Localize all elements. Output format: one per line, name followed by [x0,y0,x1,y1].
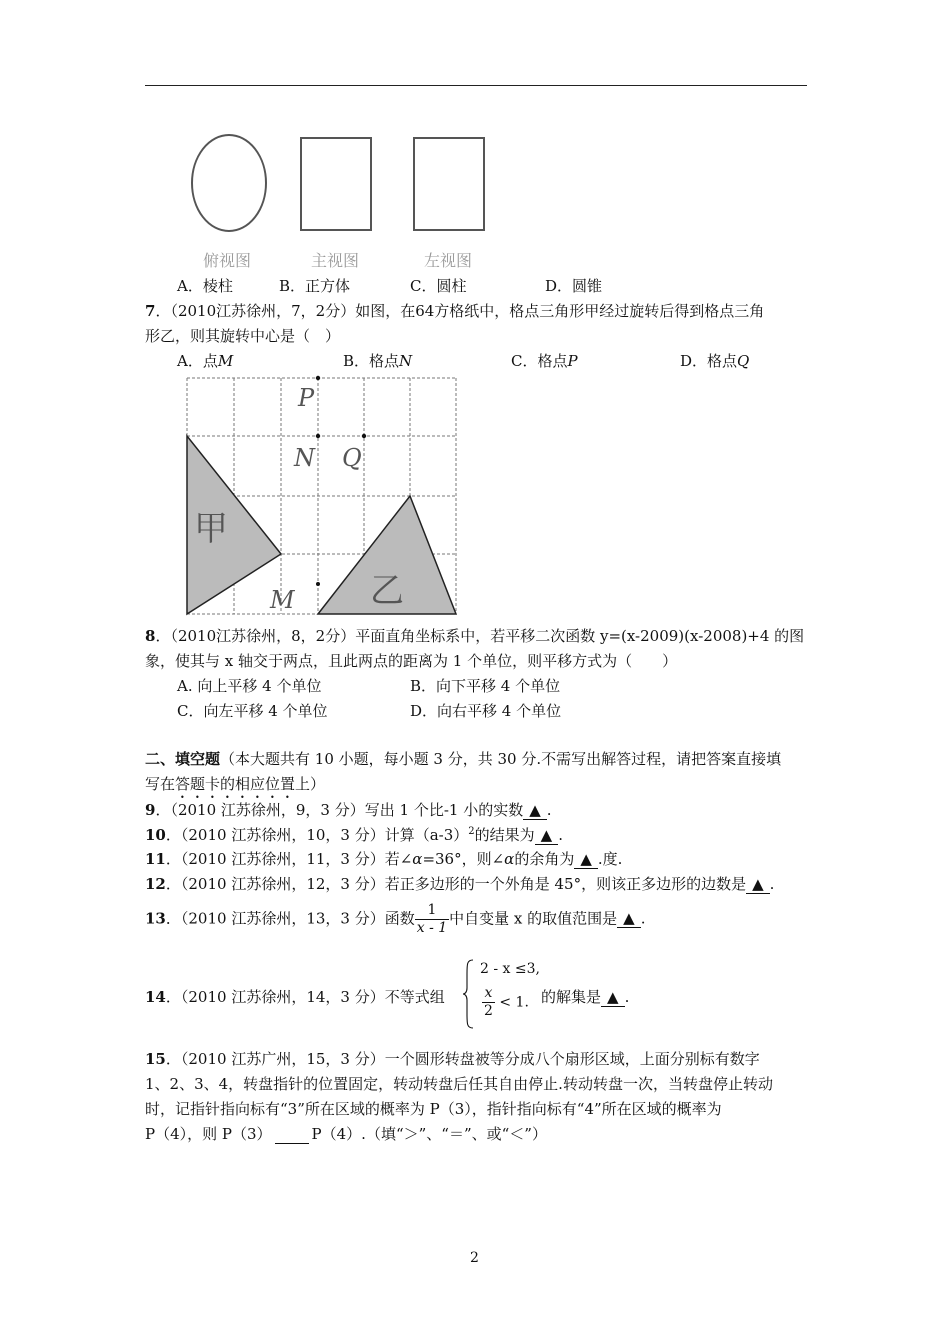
q14-answer-blank: ▲ [601,990,625,1007]
q10-answer-blank: ▲ [535,828,559,845]
q14-inequality-2: $\frac{x}{2}$ < 1. [484,985,529,1019]
q7-line1: 7．（2010江苏徐州，7，2分）如图，在64方格纸中，格点三角形甲经过旋转后得到格点三角 [145,302,765,320]
q14-inequality-1: 2 - x ≤3, [480,961,540,977]
q12-answer-blank: ▲ [746,877,770,894]
q6-option-a: A．棱柱 [177,277,233,295]
point-q-dot [362,434,366,438]
label-p: P [298,384,315,412]
label-m: M [270,586,295,614]
label-q: Q [342,444,362,472]
q7-option-c: C．格点P [511,352,578,370]
q8-option-b: B．向下平移 4 个单位 [410,677,561,695]
front-view-rect [301,138,371,230]
q15-line2: 1、2、3、4，转盘指针的位置固定，转动转盘后任其自由停止.转动转盘一次，当转盘停止转动 [145,1075,773,1093]
top-view-circle [192,135,266,231]
q15-line3: 时，记指针指向标有“3”所在区域的概率为 P（3），指针指向标有“4”所在区域的概率为 [145,1100,722,1118]
q11-line: 11．（2010 江苏徐州，11，3 分）若∠α=36°，则∠α的余角为 ▲ .度. [145,850,623,868]
point-n-dot [316,434,320,438]
label-side-view: 左视图 [424,251,473,270]
q14-line: 14．（2010 江苏徐州，14，3 分）不等式组 [145,988,445,1006]
q8-line2: 象，使其与 x 轴交于两点，且此两点的距离为 1 个单位，则平移方式为（ ） [145,652,678,670]
section2-line2: 写在答题卡的相应位置上） [145,775,326,793]
q6-option-d: D．圆锥 [545,277,603,295]
q6-option-c: C．圆柱 [410,277,467,295]
q15-line4: P（4），则 P（3） P（4）.（填“＞”、“＝”、或“＜”） [145,1125,547,1143]
q7-line2: 形乙，则其旋转中心是（ ） [145,327,341,345]
side-view-rect [414,138,484,230]
q9-answer-blank: ▲ [523,803,547,820]
q9-line: 9．（2010 江苏徐州，9，3 分）写出 1 个比-1 小的实数 ▲ . [145,801,552,819]
q8-option-c: C．向左平移 4 个单位 [177,702,328,720]
label-front-view: 主视图 [311,251,360,270]
q7-option-d: D．格点Q [680,352,750,370]
label-yi: 乙 [370,571,404,611]
q13-line: 13．（2010 江苏徐州，13，3 分）函数 $\frac{1}{x - 1}$ 中自变量 x 的取值范围是 ▲ . [145,902,646,936]
label-top-view: 俯视图 [203,251,252,270]
header-rule [145,85,807,86]
q12-line: 12．（2010 江苏徐州，12，3 分）若正多边形的一个外角是 45°，则该正多边形的边数是 ▲ . [145,875,775,893]
q13-fraction: $\frac{1}{x - 1}$ [416,902,448,936]
page-number: 2 [470,1250,479,1266]
label-jia: 甲 [194,509,228,549]
label-n: N [294,444,315,472]
q7-option-a: A．点M [177,352,234,370]
point-p-dot [316,376,320,380]
q7-grid-figure [182,374,462,619]
q6-option-b: B．正方体 [279,277,351,295]
q7-option-b: B．格点N [343,352,413,370]
q15-answer-blank [275,1125,309,1144]
q8-option-d: D．向右平移 4 个单位 [410,702,562,720]
q8-option-a: A. 向上平移 4 个单位 [177,677,322,695]
q13-answer-blank: ▲ [617,911,641,928]
q14-brace [462,958,476,1030]
point-m-dot [316,582,320,586]
q15-line1: 15．（2010 江苏广州，15，3 分）一个圆形转盘被等分成八个扇形区域，上面分别标有数字 [145,1050,760,1068]
q8-line1: 8．（2010江苏徐州，8，2分）平面直角坐标系中，若平移二次函数 y=(x-2009)(x-2008)+4 的图 [145,627,805,645]
section2-line1: 二、填空题（本大题共有 10 小题，每小题 3 分，共 30 分.不需写出解答过程，请把答案直接填 [145,750,782,768]
q11-answer-blank: ▲ [574,852,598,869]
q10-line: 10．（2010 江苏徐州，10，3 分）计算$(a-3)^2$的结果为 ▲ . [145,826,563,844]
q14-tail: 的解集是 ▲ . [541,988,630,1006]
